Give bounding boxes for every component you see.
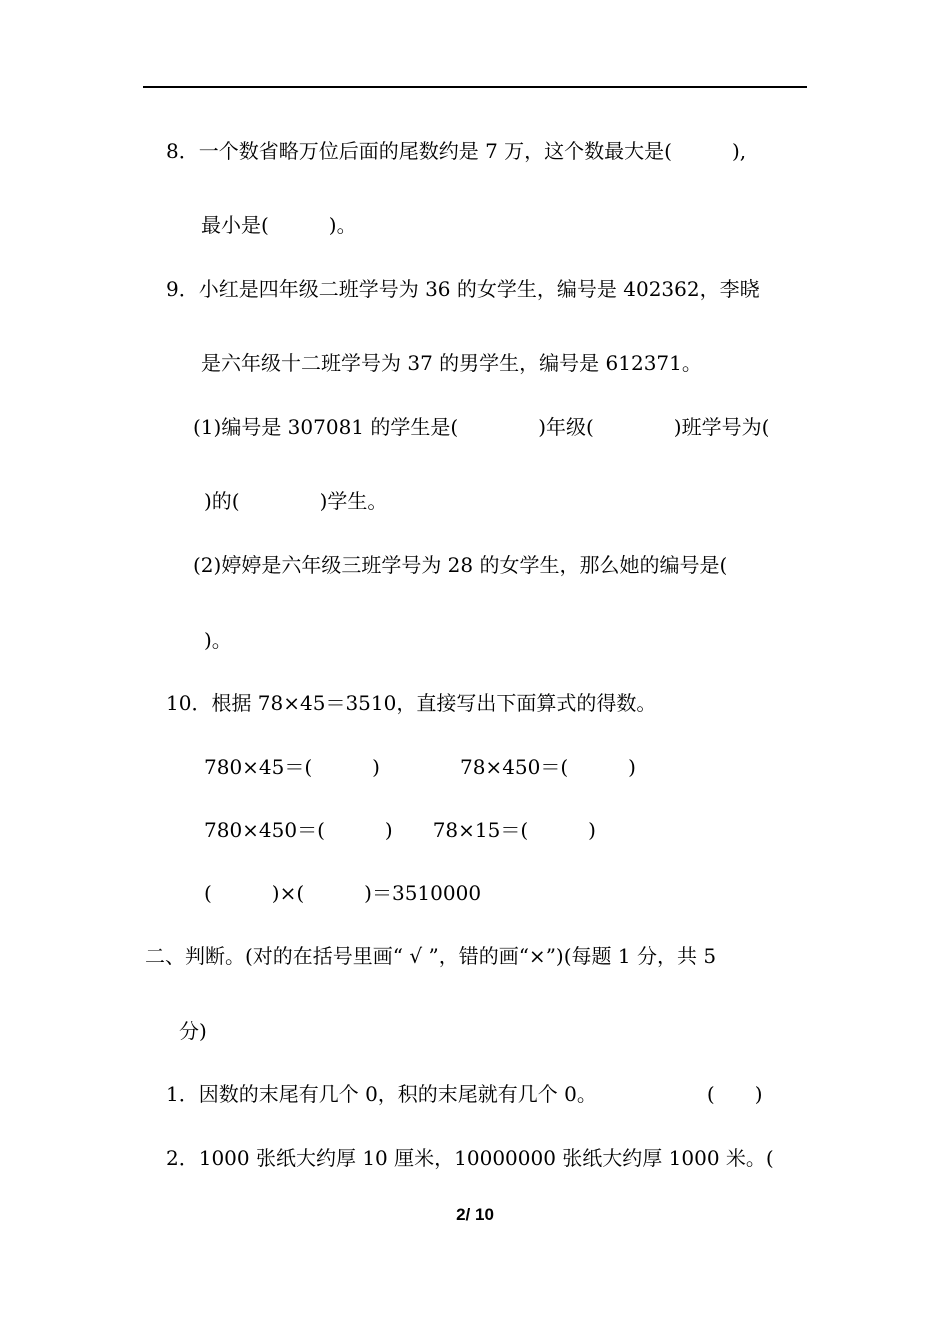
question-8-line-2: 最小是( )。 (201, 213, 357, 237)
page-number: 2/ 10 (456, 1205, 494, 1224)
question-10-row-3: ( )×( )＝3510000 (204, 881, 482, 905)
section-2-heading-line-2: 分) (179, 1019, 207, 1043)
question-10-row-2: 780×450＝( ) 78×15＝( ) (204, 818, 596, 842)
question-9-sub-1-line-1: (1)编号是 307081 的学生是( )年级( )班学号为( (193, 415, 770, 439)
question-9-line-2: 是六年级十二班学号为 37 的男学生，编号是 612371。 (201, 351, 702, 375)
question-9-sub-1-line-2: )的( )学生。 (204, 489, 388, 513)
judge-question-2: 2．1000 张纸大约厚 10 厘米，10000000 张纸大约厚 1000 米。( (166, 1146, 774, 1170)
question-9-sub-2-line-2: )。 (204, 628, 232, 652)
question-10-row-1: 780×45＝( ) 78×450＝( ) (204, 755, 636, 779)
section-2-heading-line-1: 二、判断。(对的在括号里画“ √ ”，错的画“×”)(每题 1 分，共 5 (145, 944, 717, 968)
question-8-line-1: 8．一个数省略万位后面的尾数约是 7 万，这个数最大是( ), (166, 139, 747, 163)
judge-question-1: 1．因数的末尾有几个 0，积的末尾就有几个 0。 ( ) (166, 1082, 763, 1106)
header-rule (143, 86, 807, 88)
question-9-sub-2-line-1: (2)婷婷是六年级三班学号为 28 的女学生，那么她的编号是( (193, 553, 728, 577)
question-10-stem: 10．根据 78×45＝3510，直接写出下面算式的得数。 (166, 691, 657, 715)
question-9-line-1: 9．小红是四年级二班学号为 36 的女学生，编号是 402362，李晓 (166, 277, 760, 301)
